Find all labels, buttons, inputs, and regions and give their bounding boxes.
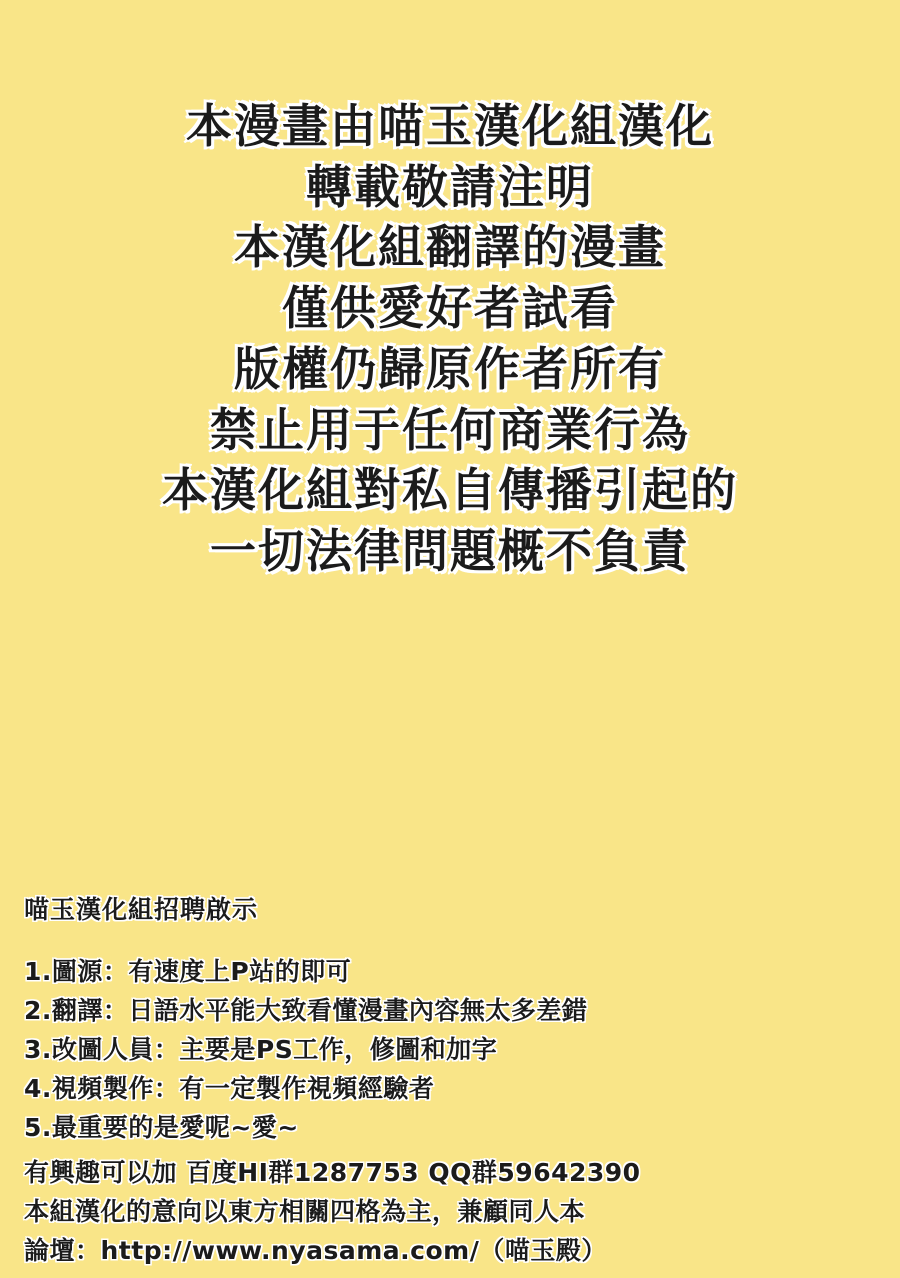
recruitment-item: 4.視頻製作：有一定製作視頻經驗者 — [24, 1074, 435, 1103]
notice-block — [0, 96, 900, 582]
recruitment-item: 5.最重要的是愛呢~愛~ — [24, 1113, 299, 1142]
notice-line: 轉載敬請注明 — [306, 159, 594, 214]
recruitment-item: 2.翻譯：日語水平能大致看懂漫畫內容無太多差錯 — [24, 996, 588, 1025]
notice-line: 本漢化組對私自傳播引起的 — [162, 463, 738, 518]
notice-line: 一切法律問題概不負責 — [210, 524, 690, 579]
notice-line: 本漫畫由喵玉漢化組漢化 — [186, 99, 714, 153]
contact-line-scope: 本組漢化的意向以東方相關四格為主，兼顧同人本 — [24, 1197, 586, 1226]
recruitment-block — [24, 890, 880, 1270]
contact-block — [24, 1153, 880, 1270]
recruitment-item: 1.圖源：有速度上P站的即可 — [24, 957, 352, 986]
notice-line: 本漢化組翻譯的漫畫 — [234, 220, 666, 275]
contact-line-groups: 有興趣可以加 百度HI群1287753 QQ群59642390 — [24, 1158, 641, 1187]
notice-line: 版權仍歸原作者所有 — [234, 341, 666, 396]
notice-line: 僅供愛好者試看 — [282, 281, 618, 336]
notice-line: 禁止用于任何商業行為 — [210, 402, 690, 457]
recruitment-item: 3.改圖人員：主要是PS工作，修圖和加字 — [24, 1035, 498, 1064]
contact-line-forum: 論壇：http://www.nyasama.com/（喵玉殿） — [24, 1236, 607, 1265]
recruitment-title: 喵玉漢化組招聘啟示 — [24, 895, 259, 924]
